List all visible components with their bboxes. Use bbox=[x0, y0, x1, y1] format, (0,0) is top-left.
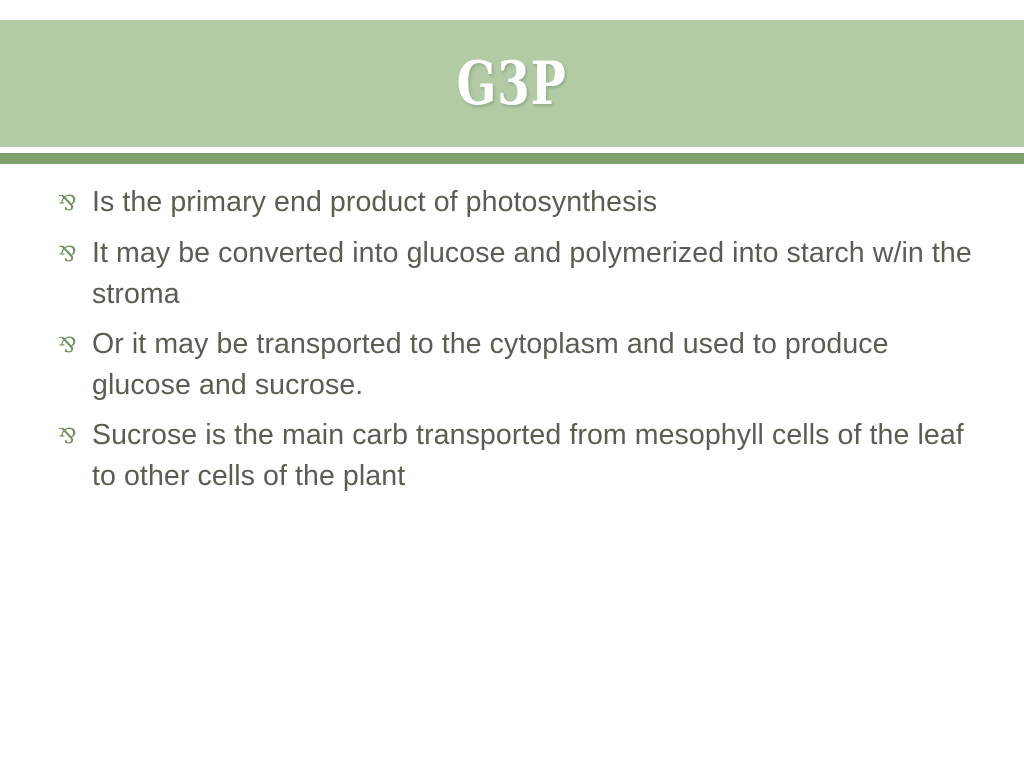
list-item-label: Is the primary end product of photosynthesis bbox=[92, 186, 658, 218]
list-item-label: Sucrose is the main carb transported from mesophyll cells of the leaf to other cells of the plant bbox=[92, 419, 964, 492]
bullet-marker-icon: ⅋ bbox=[58, 242, 77, 266]
bullet-marker-icon: ⅋ bbox=[58, 424, 77, 448]
page-title: G3P bbox=[456, 48, 568, 119]
bullet-list bbox=[52, 182, 982, 506]
list-item-label: Or it may be transported to the cytoplasm and used to produce glucose and sucrose. bbox=[92, 328, 889, 401]
bullet-marker-icon: ⅋ bbox=[58, 191, 77, 215]
list-item bbox=[52, 182, 982, 224]
list-item bbox=[52, 233, 982, 315]
list-item-label: It may be converted into glucose and polymerized into starch w/in the stroma bbox=[92, 237, 972, 310]
divider-white-bottom bbox=[0, 164, 1024, 168]
bullet-marker-icon: ⅋ bbox=[58, 333, 77, 357]
list-item bbox=[52, 324, 982, 406]
list-item bbox=[52, 415, 982, 497]
title-banner bbox=[0, 20, 1024, 147]
divider-green bbox=[0, 153, 1024, 164]
